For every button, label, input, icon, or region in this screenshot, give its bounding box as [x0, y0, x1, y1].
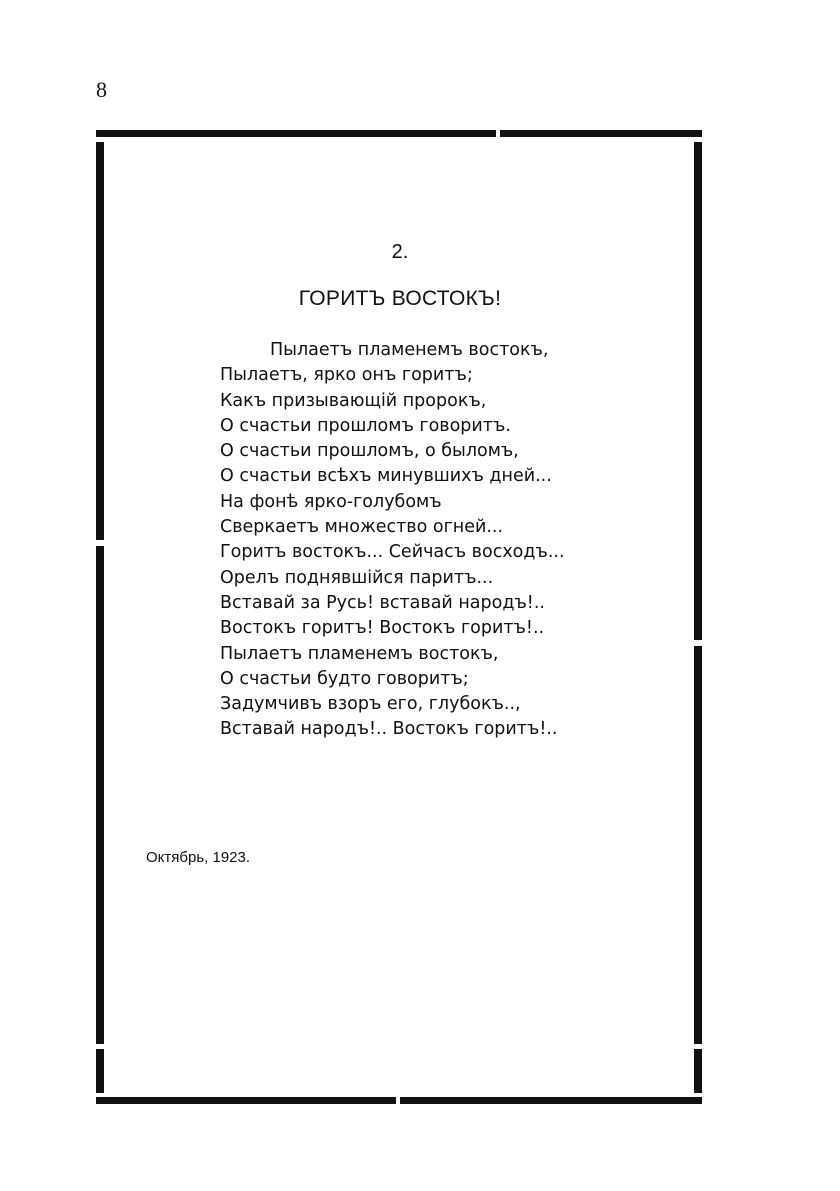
frame-top-rule-right [500, 130, 702, 137]
poem-line: На фонѣ ярко-голубомъ [220, 491, 442, 512]
poem-line: О счастьи всѣхъ минувшихъ дней... [220, 466, 552, 487]
frame-right-rule-lower [694, 1049, 702, 1093]
poem-line: Вставай народъ!.. Востокъ горитъ!.. [220, 719, 558, 740]
poem-line: Пылаетъ, ярко онъ горитъ; [220, 365, 473, 386]
page-number: 8 [96, 77, 107, 102]
poem-line: Орелъ поднявшійся паритъ... [220, 567, 494, 588]
poem-title: ГОРИТЪ ВОСТОКЪ! [298, 287, 502, 310]
poem-line: О счастьи прошломъ говоритъ. [220, 415, 511, 436]
frame-top-rule-left [96, 130, 496, 137]
frame-left-rule-middle [96, 546, 104, 1044]
poem-line: О счастьи прошломъ, о быломъ, [220, 441, 519, 462]
frame-left-rule-upper [96, 142, 104, 540]
poem-date: Октябрь, 1923. [146, 849, 251, 866]
poem-line: Вставай за Русь! вставай народъ!.. [220, 592, 545, 613]
frame-right-rule-upper [694, 142, 702, 640]
frame-right-rule-middle [694, 646, 702, 1044]
poem-line: Востокъ горитъ! Востокъ горитъ!.. [220, 618, 545, 639]
poem-number: 2. [391, 241, 409, 263]
poem-line: Пылаетъ пламенемъ востокъ, [220, 643, 499, 664]
frame-bottom-rule-left [96, 1097, 396, 1104]
poem-body [220, 338, 690, 743]
frame-left-rule-lower [96, 1049, 104, 1093]
poem-line: Горитъ востокъ... Сейчасъ восходъ... [220, 542, 565, 563]
poem-line: Какъ призывающій пророкъ, [220, 390, 487, 411]
poem-line: Пылаетъ пламенемъ востокъ, [270, 340, 549, 360]
poem-line: Задумчивъ взоръ его, глубокъ.., [220, 694, 521, 715]
poem-line: О счастьи будто говоритъ; [220, 668, 469, 689]
frame-bottom-rule-right [400, 1097, 702, 1104]
poem-line: Сверкаетъ множество огней... [220, 517, 504, 538]
